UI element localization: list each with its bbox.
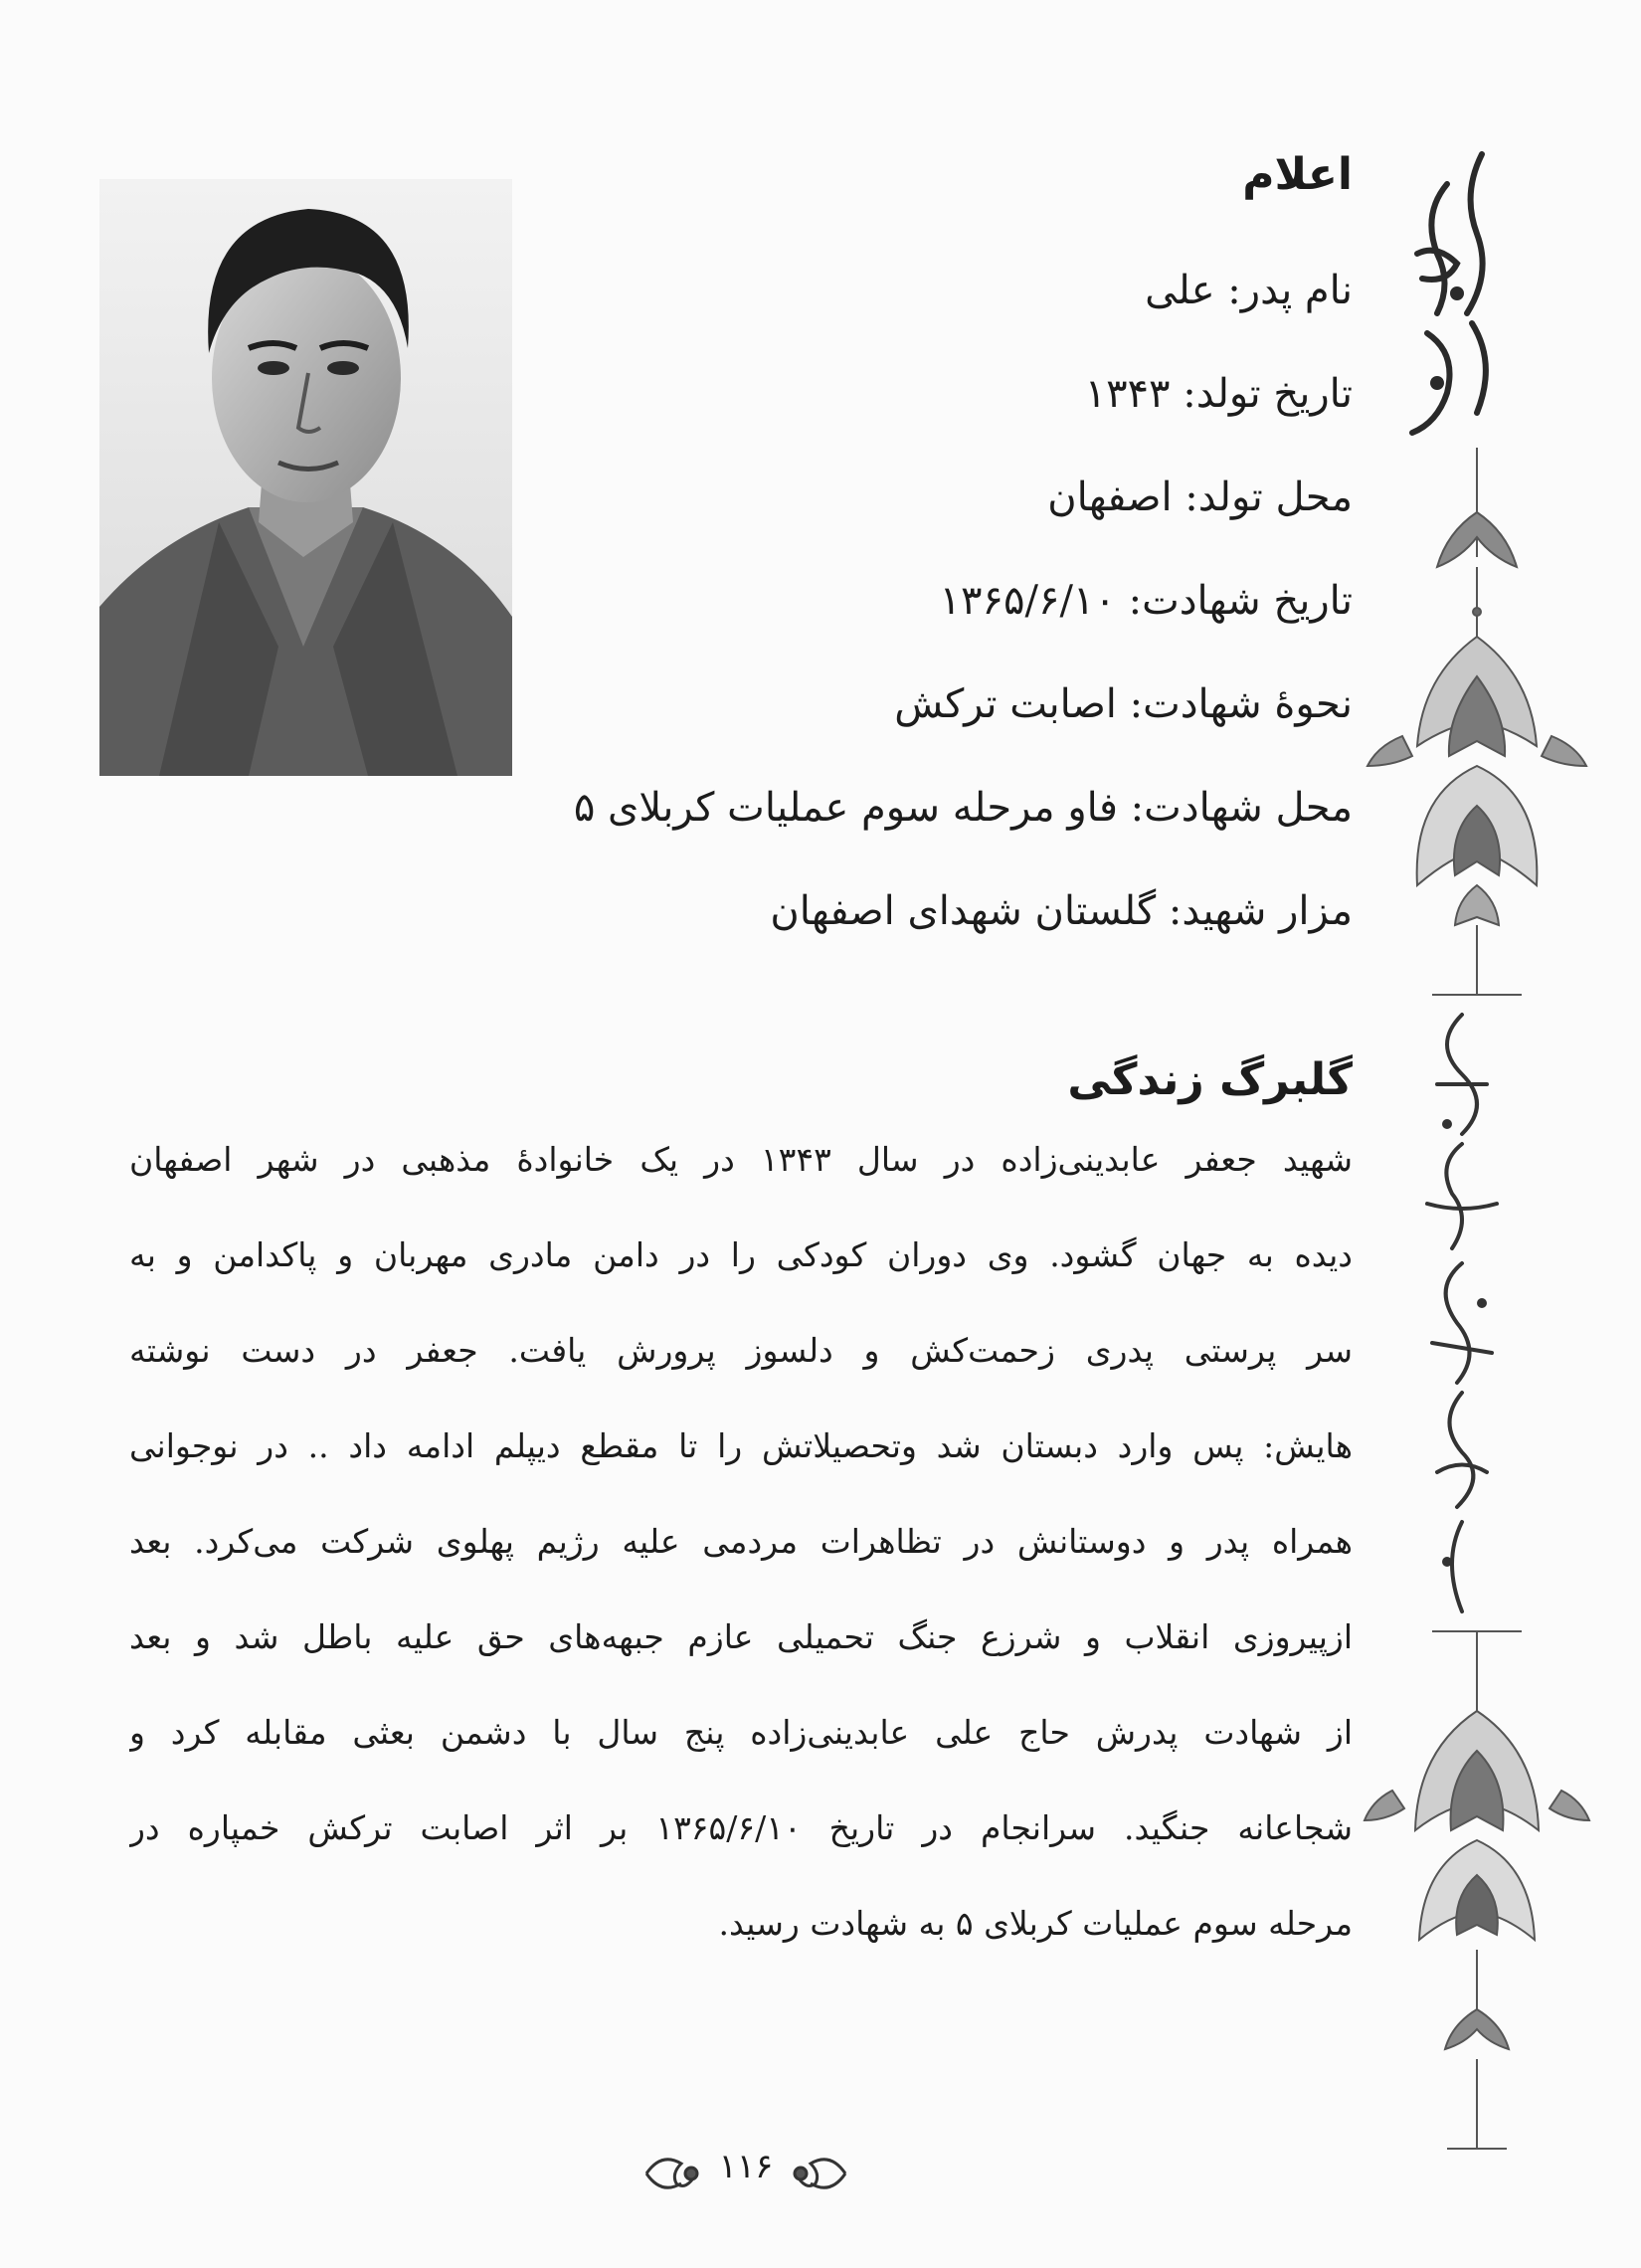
page-footer bbox=[637, 2139, 855, 2208]
biography-line: دیده به جهان گشود. وی دوران کودکی را در دامن مادری مهربان و پاکدامن و به bbox=[129, 1235, 1353, 1274]
info-martyrdom-manner: نحوهٔ شهادت: اصابت ترکش bbox=[894, 681, 1353, 727]
info-birth-place: محل تولد: اصفهان bbox=[1047, 474, 1353, 520]
info-martyrdom-place: محل شهادت: فاو مرحله سوم عملیات کربلای ۵ bbox=[573, 785, 1353, 831]
biography-text bbox=[129, 1112, 1353, 1972]
page-number: ۱۱۶ bbox=[718, 2147, 774, 2186]
info-martyrdom-date: تاریخ شهادت: ۱۳۶۵/۶/۱۰ bbox=[939, 578, 1353, 624]
ornament-column bbox=[1363, 119, 1591, 2169]
biography-line: هایش: پس وارد دبستان شد وتحصیلاتش را تا مقطع دیپلم ادامه داد .. در نوجوانی bbox=[129, 1426, 1353, 1465]
book-logo bbox=[1387, 144, 1517, 443]
biography-line: مرحله سوم عملیات کربلای ۵ به شهادت رسید. bbox=[718, 1904, 1353, 1943]
martyr-info-list bbox=[537, 239, 1353, 963]
biography-line: سر پرستی پدری زحمت‌کش و دلسوز پرورش یافت. جعفر در دست نوشته bbox=[129, 1331, 1353, 1370]
info-burial-place: مزار شهید: گلستان شهدای اصفهان bbox=[770, 888, 1353, 934]
biography-line: ازپیروزی انقلاب و شرزع جنگ تحمیلی عازم جبهه‌های حق علیه باطل شد و بعد bbox=[129, 1617, 1353, 1656]
biography-line: از شهادت پدرش حاج علی عابدینی‌زاده پنج سال با دشمن بعثی مقابله کرد و bbox=[129, 1713, 1353, 1752]
info-birth-date: تاریخ تولد: ۱۳۴۳ bbox=[1084, 371, 1353, 417]
biography-line: شجاعانه جنگید. سرانجام در تاریخ ۱۳۶۵/۶/۱۰ بر اثر اصابت ترکش خمپاره در bbox=[129, 1808, 1353, 1847]
page-title: اعلام bbox=[1242, 149, 1353, 200]
side-calligraphy bbox=[1407, 1005, 1517, 1621]
biography-line: شهید جعفر عابدینی‌زاده در سال ۱۳۴۳ در یک خانوادهٔ مذهبی در شهر اصفهان bbox=[129, 1140, 1353, 1179]
info-father-name: نام پدر: علی bbox=[1145, 268, 1353, 313]
martyr-portrait bbox=[99, 179, 512, 776]
biography-title: گلبرگ زندگی bbox=[1067, 1054, 1353, 1105]
portrait-photo bbox=[99, 179, 512, 776]
biography-line: همراه پدر و دوستانش در تظاهرات مردمی علیه رژیم پهلوی شرکت می‌کرد. بعد bbox=[129, 1522, 1353, 1561]
